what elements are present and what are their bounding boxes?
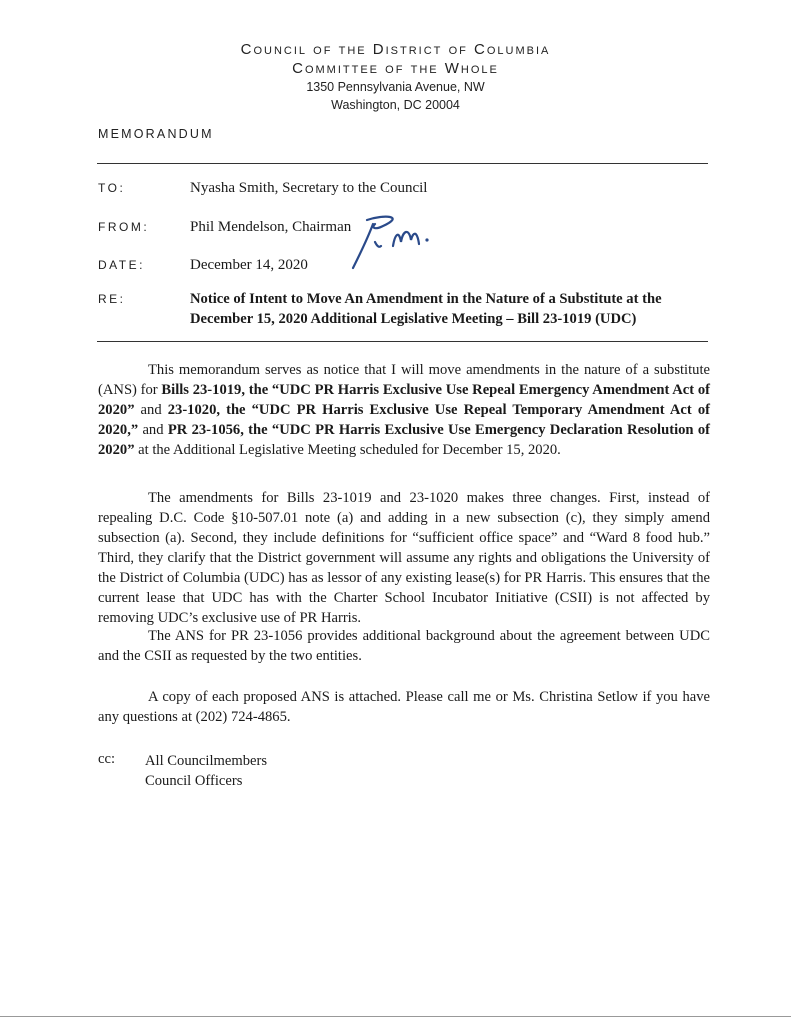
date-value: December 14, 2020 <box>190 257 308 273</box>
p1-text-e: and <box>138 422 168 438</box>
council-name: Council of the District of Columbia <box>240 41 551 58</box>
p2-text: The amendments for Bills 23-1019 and 23-1020 makes three changes. First, instead of repealing D.C. Code §10-507.01 note (a) and adding in a new subsection (c), they simply amend subsection (a). Second, they include definitions for “sufficient office space” and “Ward 8 food hub.” Third, they clarify that the District government will assume any rights and obligations the University of the District of Columbia (UDC) has as lessor of any existing lease(s) for PR Harris. This ensures that the current lease that UDC has with the Charter School Incubator Initiative (CSII) is not affected by removing UDC’s exclusive use of PR Harris. <box>98 490 710 626</box>
signature-initials <box>345 212 445 272</box>
re-subject: Notice of Intent to Move An Amendment in the Nature of a Substitute at the December 15, 2020 Additional Legislative Meeting – Bill 23-1019 (UDC) <box>190 291 662 327</box>
p1-bill-1020: 23-1020, the “UDC PR Harris Exclusive Use Repeal Temporary Amendment Act of 2020,” <box>98 402 711 438</box>
to-label: TO: <box>98 181 126 195</box>
paragraph-notice <box>98 360 710 460</box>
p1-bill-1019: Bills 23-1019, the “UDC PR Harris Exclusive Use Repeal Emergency Amendment Act of 2020” <box>98 382 710 418</box>
page-bottom-edge <box>0 1016 791 1017</box>
committee-name: Committee of the Whole <box>292 60 499 77</box>
p3-text: The ANS for PR 23-1056 provides additional background about the agreement between UDC and the CSII as requested by the two entities. <box>98 628 710 664</box>
p1-text-a: This memorandum serves as notice that I will move amendments in the nature of a substitute (ANS) for <box>98 362 710 398</box>
to-value: Nyasha Smith, Secretary to the Council <box>190 180 428 196</box>
paragraph-amendments <box>98 488 710 628</box>
cc-label: cc: <box>98 751 116 767</box>
address-line-1: 1350 Pennsylvania Avenue, NW <box>306 80 485 94</box>
header-top-divider <box>97 163 708 164</box>
cc-item: Council Officers <box>145 773 243 789</box>
p1-pr-1056: PR 23-1056, the “UDC PR Harris Exclusive Use Emergency Declaration Resolution of 2020” <box>98 422 710 458</box>
header-bottom-divider <box>97 341 708 342</box>
cc-list <box>145 751 267 791</box>
from-value: Phil Mendelson, Chairman <box>190 219 352 235</box>
date-label: DATE: <box>98 258 145 272</box>
p1-text-g: at the Additional Legislative Meeting scheduled for December 15, 2020. <box>134 442 561 458</box>
from-label: FROM: <box>98 220 150 234</box>
p4-text: A copy of each proposed ANS is attached. Please call me or Ms. Christina Setlow if you have any questions at (202) 724-4865. <box>98 689 710 725</box>
address-line-2: Washington, DC 20004 <box>331 98 460 112</box>
cc-item: All Councilmembers <box>145 753 268 769</box>
paragraph-ans-background <box>98 626 710 666</box>
p1-text-c: and <box>134 402 168 418</box>
paragraph-contact <box>98 687 710 727</box>
memorandum-label: MEMORANDUM <box>98 127 214 141</box>
letterhead <box>0 40 791 114</box>
re-label: RE: <box>98 292 126 306</box>
